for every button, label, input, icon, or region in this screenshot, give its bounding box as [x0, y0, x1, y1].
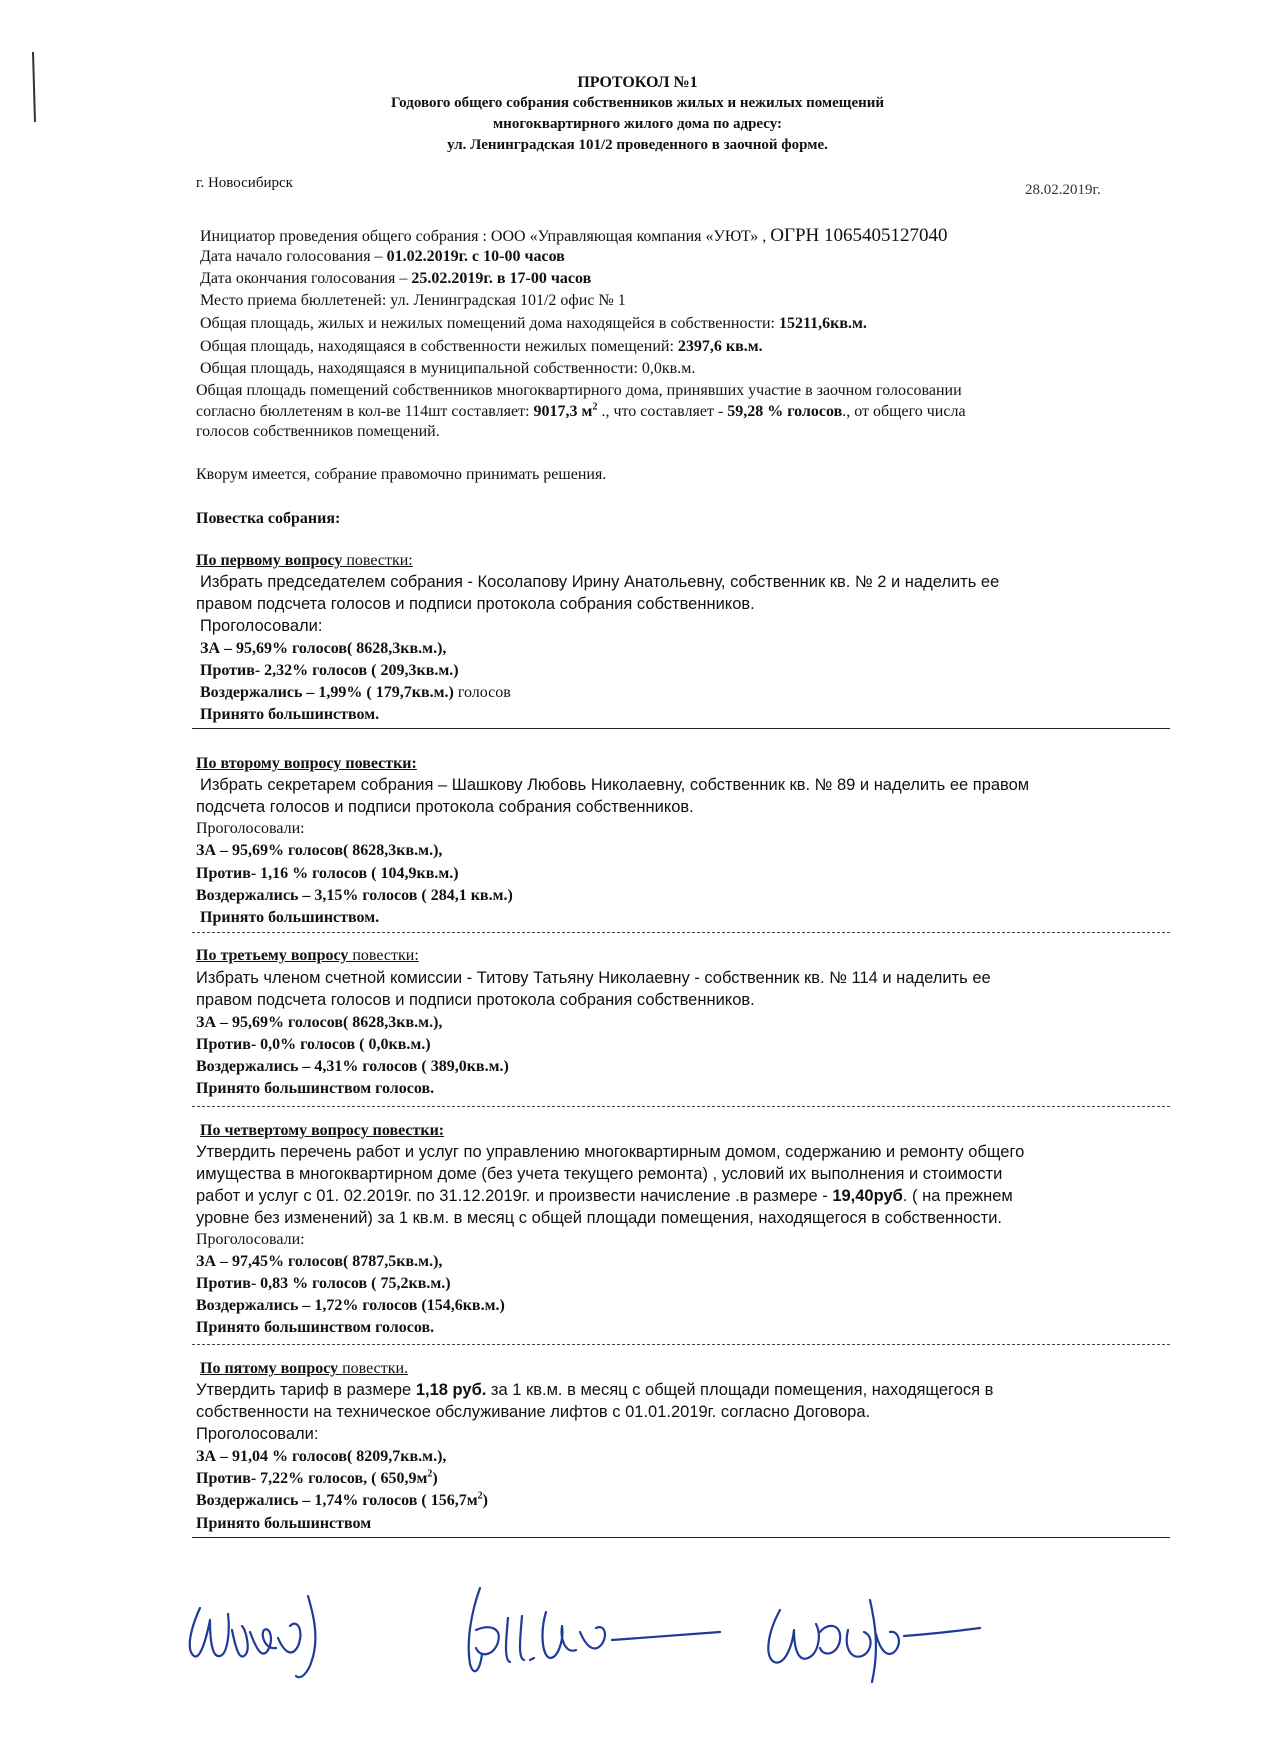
section-divider	[192, 932, 1170, 933]
vote-end-value: 25.02.2019г. в 17-00 часов	[411, 270, 592, 287]
q1-text-2: правом подсчета голосов и подписи протокола собрания собственников.	[196, 595, 755, 613]
vote-start-value: 01.02.2019г. с 10-00 часов	[386, 248, 565, 265]
q1-result: Принято большинством.	[200, 706, 380, 723]
document-title: ПРОТОКОЛ №1	[577, 74, 698, 91]
q5-voted-label: Проголосовали:	[196, 1425, 319, 1443]
q3-heading: По третьему вопросу повестки:	[196, 947, 419, 964]
q2-vote-against: Против- 1,16 % голосов ( 104,9кв.м.)	[196, 865, 459, 882]
q5-vote-for: ЗА – 91,04 % голосов( 8209,7кв.м.),	[196, 1448, 447, 1465]
section-divider	[192, 1344, 1170, 1345]
section-divider	[192, 1106, 1170, 1107]
q2-heading: По второму вопросу повестки:	[196, 755, 417, 772]
q4-text-2: имущества в многоквартирном доме (без учета текущего ремонта) , условий их выполнения и стоимости	[196, 1165, 1003, 1183]
participation-line-1: Общая площадь помещений собственников многоквартирного дома, принявших участие в заочном голосовании	[196, 382, 962, 399]
q4-vote-against: Против- 0,83 % голосов ( 75,2кв.м.)	[196, 1275, 451, 1292]
document-header	[0, 72, 1275, 156]
q4-result: Принято большинством голосов.	[196, 1319, 435, 1336]
q3-vote-abstain: Воздержались – 4,31% голосов ( 389,0кв.м.)	[196, 1058, 509, 1075]
signature-chairman	[190, 1596, 316, 1677]
q1-heading-label: По первому вопросу	[196, 552, 343, 569]
municipal-area: Общая площадь, находящаяся в муниципальной собственности: 0,0кв.м.	[200, 360, 696, 377]
nonres-area-value: 2397,6 кв.м.	[677, 338, 763, 355]
participation-area: 9017,3 $м^2$	[533, 401, 598, 420]
q2-text-2: подсчета голосов и подписи протокола собрания собственников.	[196, 798, 694, 816]
vote-start-line	[200, 248, 565, 266]
q4-text-4: уровне без изменений) за 1 кв.м. в месяц с общей площади помещения, находящегося в собственности.	[196, 1209, 1003, 1227]
q1-vote-abstain: Воздержались – 1,99% ( 179,7кв.м.) голосов	[200, 684, 511, 701]
q5-price: 1,18 руб.	[415, 1381, 487, 1399]
participation-percent: 59,28 % голосов	[727, 403, 843, 420]
initiator-ogrn: ОГРН 1065405127040	[770, 225, 948, 246]
participation-text-c: ., от общего числа	[842, 403, 966, 420]
signatures	[180, 1570, 1100, 1700]
document-subtitle-1: Годового общего собрания собственников жилых и нежилых помещений	[390, 95, 885, 111]
q4-text-1: Утвердить перечень работ и услуг по управлению многоквартирным домом, содержанию и ремонту общего	[196, 1143, 1025, 1161]
vote-start-label: Дата начало голосования –	[200, 248, 383, 265]
q1-vote-for: ЗА – 95,69% голосов( 8628,3кв.м.),	[200, 640, 447, 657]
q1-text-1: Избрать председателем собрания - Косолапову Ирину Анатольевну, собственник кв. № 2 и наделить ее	[200, 573, 1000, 591]
q1-heading	[196, 552, 413, 570]
q2-vote-for: ЗА – 95,69% голосов( 8628,3кв.м.),	[196, 842, 443, 859]
section-divider	[192, 1537, 1170, 1538]
participation-line-2	[196, 403, 966, 421]
q2-result: Принято большинством.	[200, 909, 380, 926]
q3-vote-for: ЗА – 95,69% голосов( 8628,3кв.м.),	[196, 1014, 443, 1031]
initiator-line	[200, 225, 948, 247]
participation-text-b: ., что составляет -	[597, 403, 724, 420]
participation-line-3: голосов собственников помещений.	[196, 423, 440, 440]
total-area-label: Общая площадь, жилых и нежилых помещений дома находящейся в собственности:	[200, 315, 775, 332]
initiator-label: Инициатор проведения общего собрания : ООО «Управляющая компания «УЮТ» ,	[200, 228, 767, 245]
total-area-line	[200, 315, 867, 333]
q4-vote-for: ЗА – 97,45% голосов( 8787,5кв.м.),	[196, 1253, 443, 1270]
q2-vote-abstain: Воздержались – 3,15% голосов ( 284,1 кв.м.)	[196, 887, 513, 904]
q4-voted-label: Проголосовали:	[196, 1231, 305, 1248]
document-subtitle-2: многоквартирного жилого дома по адресу:	[492, 116, 783, 132]
participation-text-a: согласно бюллетеням в кол-ве 114шт составляет:	[196, 403, 530, 420]
q4-heading: По четвертому вопросу повестки:	[200, 1122, 445, 1139]
q5-heading: По пятому вопросу повестки.	[200, 1360, 409, 1377]
q4-price: 19,40руб	[832, 1187, 903, 1205]
q1-voted-label: Проголосовали:	[200, 617, 323, 635]
q1-heading-rest: повестки:	[342, 552, 413, 569]
q3-text-1: Избрать членом счетной комиссии - Титову Татьяну Николаевну - собственник кв. № 114 и наделить ее	[196, 969, 991, 987]
q5-vote-against: Против- 7,22% голосов, ( $650,9м^2$)	[196, 1468, 438, 1487]
q5-text-1: Утвердить тариф в размере 1,18 руб. за 1 кв.м. в месяц с общей площади помещения, находящегося в	[196, 1381, 994, 1399]
document-subtitle-3: ул. Ленинградская 101/2 проведенного в заочной форме.	[447, 137, 828, 153]
vote-end-line	[200, 270, 591, 288]
q4-vote-abstain: Воздержались – 1,72% голосов (154,6кв.м.)	[196, 1297, 505, 1314]
total-area-value: 15211,6кв.м.	[778, 315, 867, 332]
signature-secretary	[469, 1588, 720, 1671]
q2-voted-label: Проголосовали:	[196, 820, 305, 837]
q3-result: Принято большинством голосов.	[196, 1080, 435, 1097]
nonres-area-line	[200, 338, 763, 356]
q5-vote-abstain: Воздержались – 1,74% голосов ( $156,7м^2$)	[196, 1490, 488, 1509]
q3-text-2: правом подсчета голосов и подписи протокола собрания собственников.	[196, 991, 755, 1009]
nonres-area-label: Общая площадь, находящаяся в собственности нежилых помещений:	[200, 338, 674, 355]
q4-text-3: работ и услуг с 01. 02.2019г. по 31.12.2019г. и произвести начисление .в размере - 19,40руб. ( на прежнем	[196, 1187, 1013, 1205]
q2-text-1: Избрать секретарем собрания – Шашкову Любовь Николаевну, собственник кв. № 89 и наделить ее правом	[200, 776, 1030, 794]
q1-vote-against: Против- 2,32% голосов ( 209,3кв.м.)	[200, 662, 459, 679]
q3-vote-against: Против- 0,0% голосов ( 0,0кв.м.)	[196, 1036, 431, 1053]
q5-result: Принято большинством	[196, 1515, 372, 1532]
signature-counter	[768, 1600, 980, 1682]
document-date: 28.02.2019г.	[1025, 182, 1101, 198]
ballot-place: Место приема бюллетеней: ул. Ленинградская 101/2 офис № 1	[200, 292, 626, 309]
vote-end-label: Дата окончания голосования –	[200, 270, 408, 287]
place: г. Новосибирск	[196, 175, 293, 191]
agenda-title: Повестка собрания:	[196, 510, 341, 527]
q5-text-2: собственности на техническое обслуживание лифтов с 01.01.2019г. согласно Договора.	[196, 1403, 871, 1421]
section-divider	[192, 728, 1170, 729]
quorum-statement: Кворум имеется, собрание правомочно принимать решения.	[196, 466, 607, 483]
